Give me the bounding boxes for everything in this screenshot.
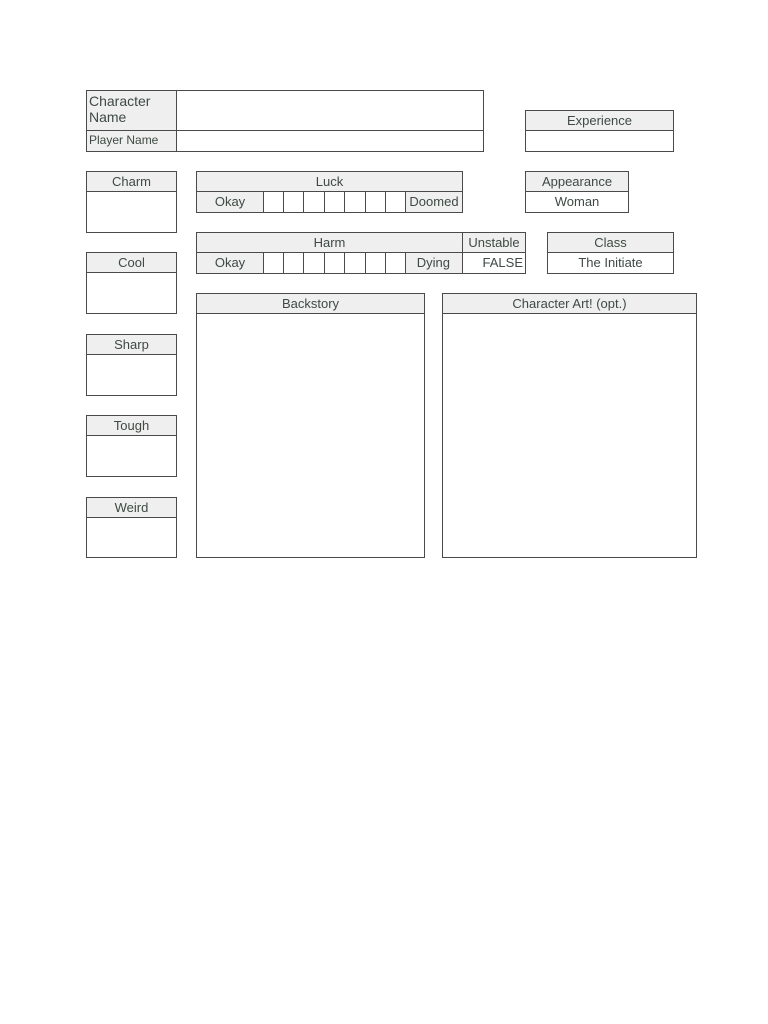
harm-checkbox[interactable] bbox=[385, 252, 406, 274]
player-name-field[interactable] bbox=[176, 130, 484, 152]
character-art-header: Character Art! (opt.) bbox=[442, 293, 697, 314]
luck-checkbox[interactable] bbox=[365, 191, 386, 213]
appearance-value[interactable]: Woman bbox=[525, 191, 629, 213]
luck-checkbox[interactable] bbox=[344, 191, 366, 213]
luck-checkbox[interactable] bbox=[303, 191, 325, 213]
harm-checkbox[interactable] bbox=[303, 252, 325, 274]
character-name-label: Character Name bbox=[86, 90, 177, 131]
appearance-header: Appearance bbox=[525, 171, 629, 192]
harm-checkbox[interactable] bbox=[324, 252, 345, 274]
luck-checkbox[interactable] bbox=[385, 191, 406, 213]
harm-checkbox[interactable] bbox=[283, 252, 304, 274]
experience-header: Experience bbox=[525, 110, 674, 131]
harm-header: Harm bbox=[196, 232, 463, 253]
harm-checkbox[interactable] bbox=[365, 252, 386, 274]
luck-checkbox[interactable] bbox=[283, 191, 304, 213]
charm-field[interactable] bbox=[86, 191, 177, 233]
harm-dying-label: Dying bbox=[405, 252, 463, 274]
character-name-field[interactable] bbox=[176, 90, 484, 131]
luck-checkbox[interactable] bbox=[324, 191, 345, 213]
cool-field[interactable] bbox=[86, 272, 177, 314]
tough-header: Tough bbox=[86, 415, 177, 436]
charm-header: Charm bbox=[86, 171, 177, 192]
class-value[interactable]: The Initiate bbox=[547, 252, 674, 274]
weird-field[interactable] bbox=[86, 517, 177, 558]
tough-field[interactable] bbox=[86, 435, 177, 477]
harm-checkbox[interactable] bbox=[263, 252, 284, 274]
luck-okay-label: Okay bbox=[196, 191, 264, 213]
luck-checkbox[interactable] bbox=[263, 191, 284, 213]
luck-doomed-label: Doomed bbox=[405, 191, 463, 213]
weird-header: Weird bbox=[86, 497, 177, 518]
harm-checkbox[interactable] bbox=[344, 252, 366, 274]
unstable-value[interactable]: FALSE bbox=[462, 252, 526, 274]
experience-field[interactable] bbox=[525, 130, 674, 152]
backstory-header: Backstory bbox=[196, 293, 425, 314]
player-name-label: Player Name bbox=[86, 130, 177, 152]
class-header: Class bbox=[547, 232, 674, 253]
sharp-field[interactable] bbox=[86, 354, 177, 396]
cool-header: Cool bbox=[86, 252, 177, 273]
character-art-area[interactable] bbox=[442, 313, 697, 558]
backstory-field[interactable] bbox=[196, 313, 425, 558]
sharp-header: Sharp bbox=[86, 334, 177, 355]
harm-okay-label: Okay bbox=[196, 252, 264, 274]
luck-header: Luck bbox=[196, 171, 463, 192]
unstable-header: Unstable bbox=[462, 232, 526, 253]
